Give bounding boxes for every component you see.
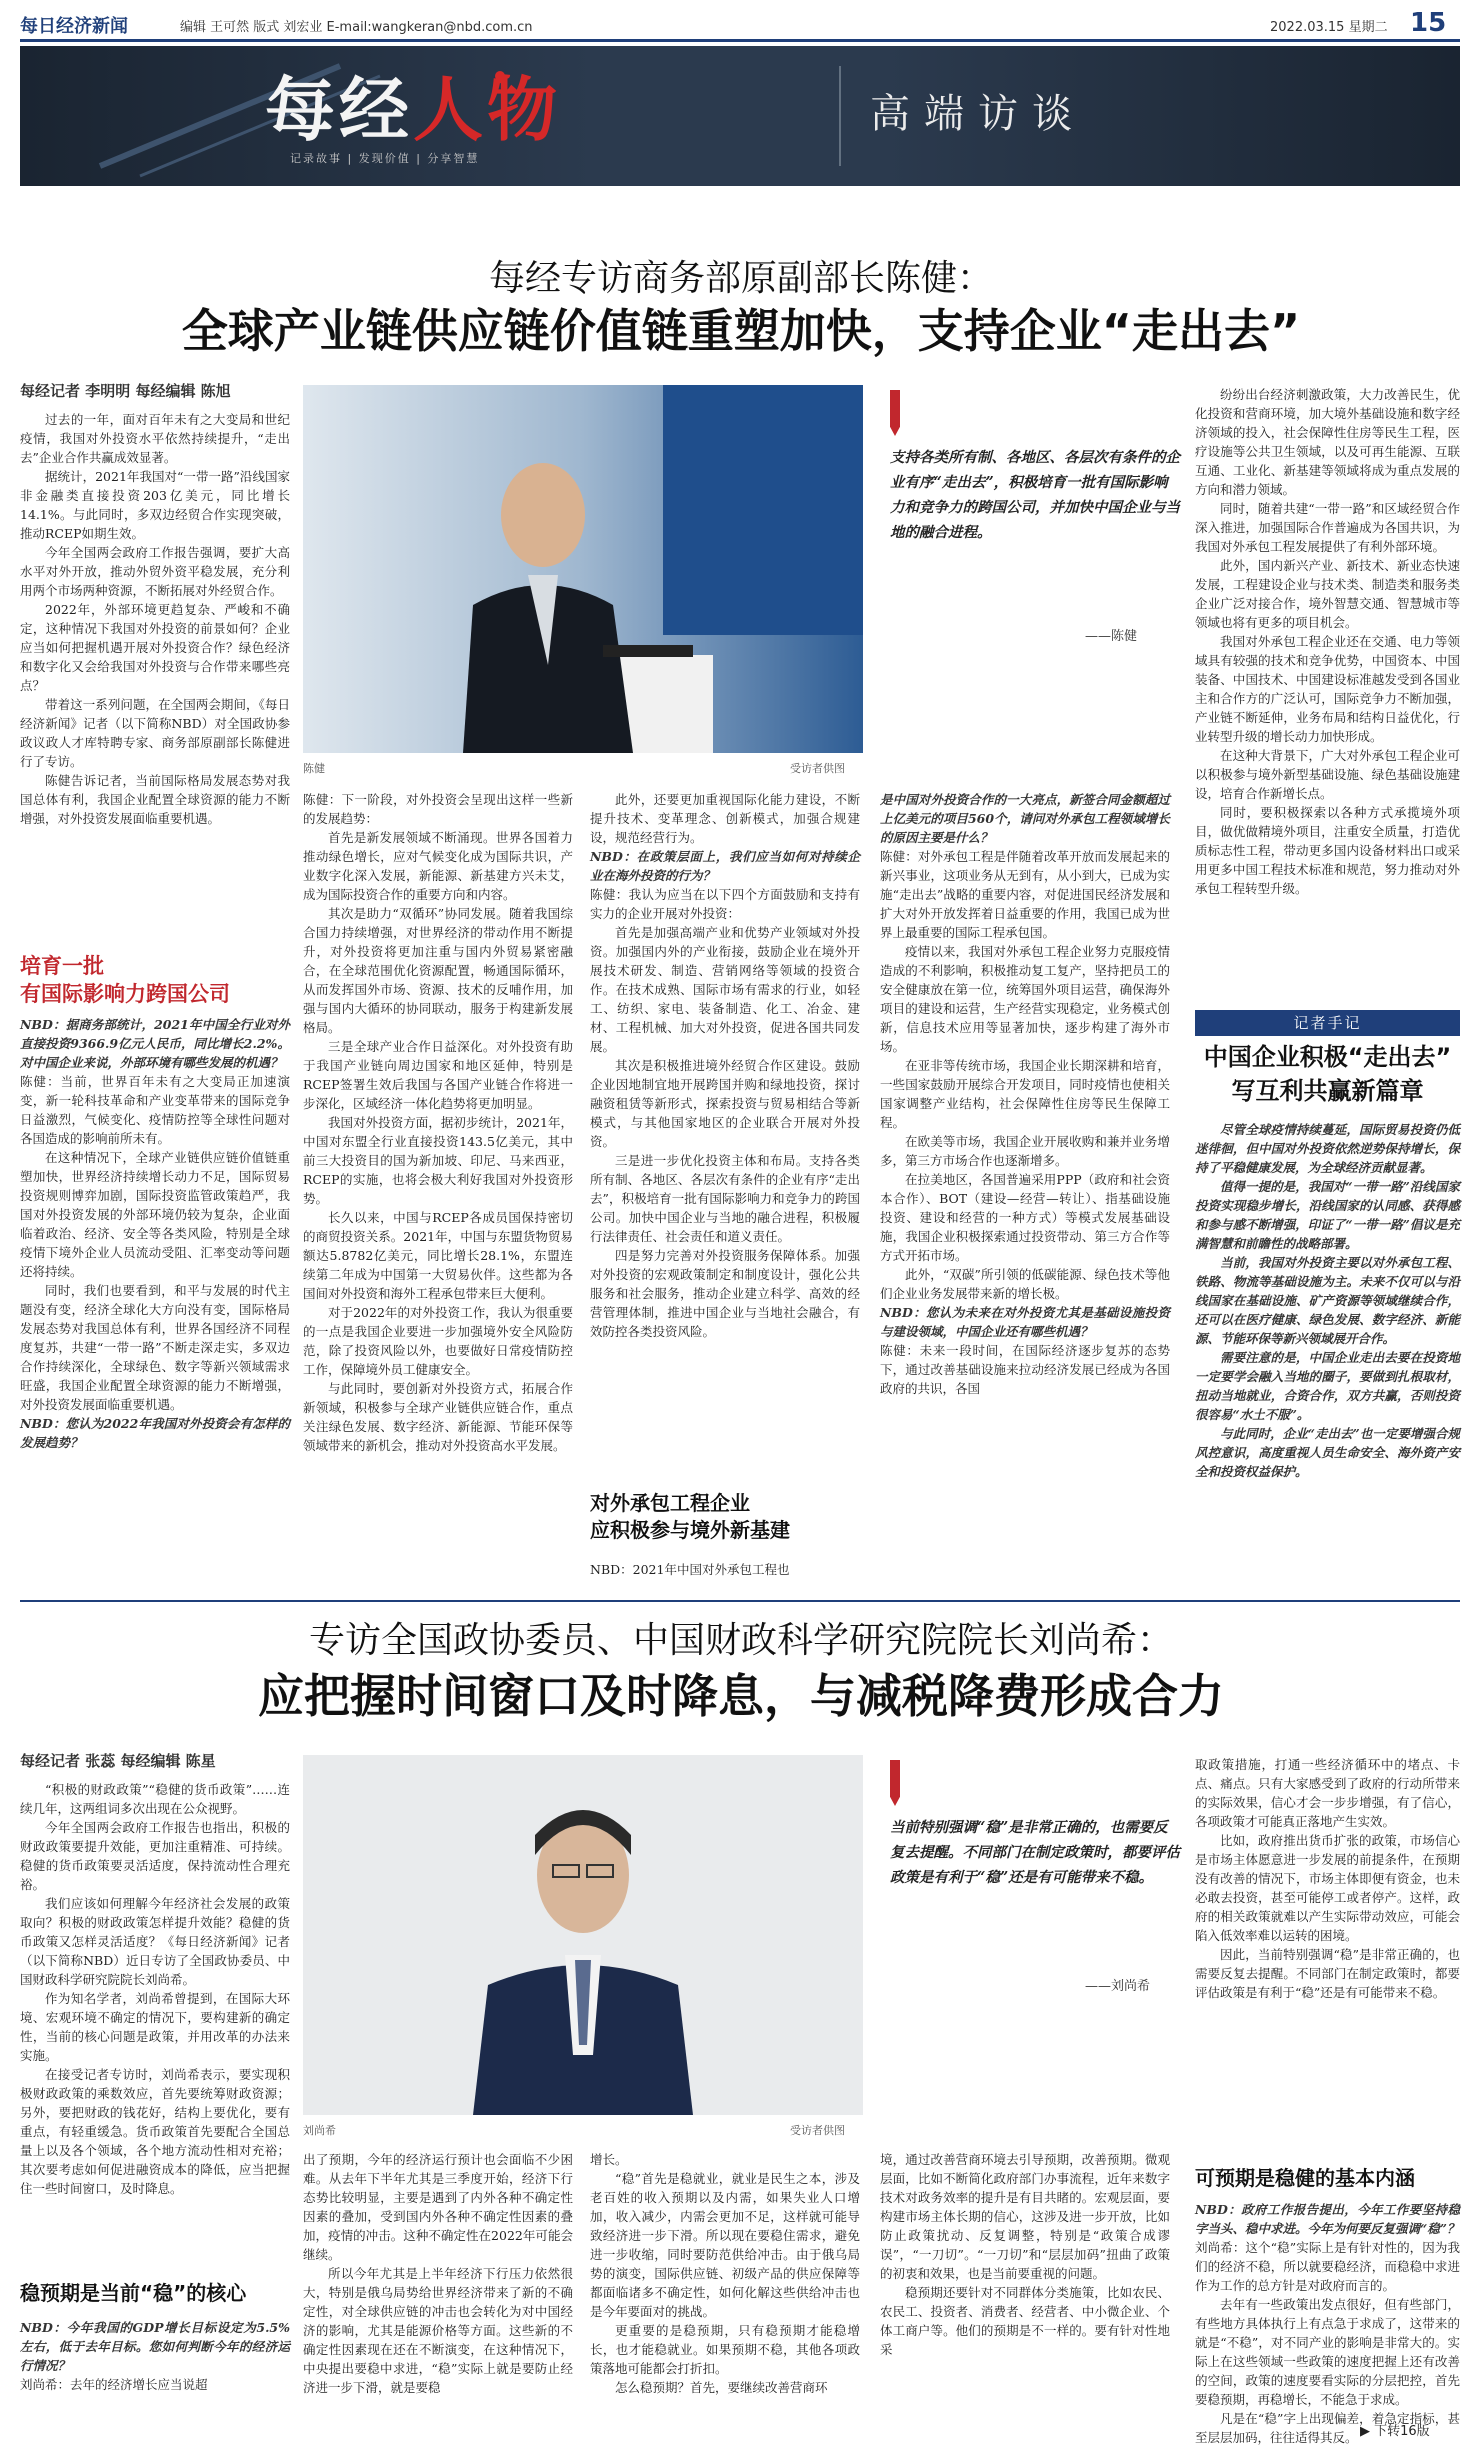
paragraph: 在这种大背景下，广大对外承包工程企业可以积极参与境外新型基础设施、绿色基础设施建设，培育合作新增长点。 bbox=[1195, 748, 1460, 801]
paragraph: 怎么稳预期？首先，要继续改善营商环 bbox=[615, 2380, 828, 2395]
portrait-photo-liu-shangxi bbox=[303, 1755, 863, 2115]
paragraph: 今年全国两会政府工作报告也指出，积极的财政政策要提升效能，更加注重精准、可持续。稳健的货币政策要灵活适度，保持流动性合理充裕。 bbox=[20, 1820, 290, 1892]
paragraph: 对于2022年的对外投资工作，我认为很重要的一点是我国企业要进一步加强境外安全风险防范，除了投资风险以外，也要做好日常疫情防控工作，保障境外员工健康安全。 bbox=[303, 1305, 573, 1377]
paragraph: 在这种情况下，全球产业链供应链价值链重塑加快，世界经济持续增长动力不足，国际贸易投资规则博弈加剧，国际投资监管政策趋严，我国对外投资发展的外部环境仍较为复杂，企业面临着政治、经济、安全等各类风险，特别是全球疫情下境外企业人员流动受阻、汇率变动等问题还将持续。 bbox=[20, 1150, 290, 1279]
paragraph: 凡是在“稳”字上出现偏差，着急定指标，甚至层层加码，往往适得其反。 bbox=[1195, 2411, 1460, 2445]
paragraph: “稳”首先是稳就业，就业是民生之本，涉及老百姓的收入预期以及内需，如果失业人口增加，收入减少，内需会更加不足，这样就可能导致经济进一步下滑。所以现在要稳住需求，避免进一步收缩，同时要防范供给冲击。由于俄乌局势的演变，国际供应链、初级产品的供应保障等都面临诸多不确定性，如何化解这些供给冲击也是今年要面对的挑战。 bbox=[590, 2171, 860, 2319]
paragraph: 三是全球产业合作日益深化。对外投资有助于我国产业链向周边国家和地区延伸，特别是RCEP签署生效后我国与各国产业链合作将进一步深化，区域经济一体化趋势将更加明显。 bbox=[303, 1039, 573, 1111]
logo-text-2: 人物 bbox=[413, 69, 561, 151]
article1-subhead-2: 对外承包工程企业 应积极参与境外新基建 bbox=[590, 1491, 790, 1542]
pull-quote: 支持各类所有制、各地区、各层次有条件的企业有序“走出去”，积极培育一批有国际影响力和竞争力的跨国公司，并加快中国企业与当地的融合进程。 bbox=[890, 449, 1180, 541]
article1-byline: 每经记者 李明明 每经编辑 陈旭 bbox=[20, 382, 231, 400]
portrait-photo-chen-jian bbox=[303, 385, 863, 753]
paragraph: 同时，我们也要看到，和平与发展的时代主题没有变，经济全球化大方向没有变，国际格局发展态势对我国总体有利，世界各国经济不同程度复苏，共建“一带一路”不断走深走实，多双边合作持续深化，全球绿色、数字等新兴领域需求旺盛，我国企业配置全球资源的能力不断增强，对外投资发展面临重要机遇。 bbox=[20, 1283, 290, 1412]
continued-on-link[interactable]: ▶ 下转16版 bbox=[1360, 2424, 1430, 2439]
editor-info: 编辑 王可然 版式 刘宏业 E-mail:wangkeran@nbd.com.cn bbox=[180, 20, 533, 35]
paragraph: 更重要的是稳预期，只有稳预期才能稳增长，也才能稳就业。如果预期不稳，其他各项政策落地可能都会打折扣。 bbox=[590, 2323, 860, 2376]
article2-col1-qa bbox=[20, 2318, 290, 2440]
paragraph: 出了预期，今年的经济运行预计也会面临不少困难。从去年下半年尤其是三季度开始，经济下行态势比较明显，主要是遇到了内外各种不确定性因素的叠加，受到国内外各种不确定性因素的叠加，疫情的冲击。这种不确定性在2022年可能会继续。 bbox=[303, 2152, 573, 2262]
paragraph: 尽管全球疫情持续蔓延，国际贸易投资仍低迷徘徊，但中国对外投资依然逆势保持增长，保持了平稳健康发展，为全球经济贡献显著。 bbox=[1195, 1122, 1460, 1175]
photo-caption: 陈健 bbox=[303, 762, 325, 775]
banner-logo bbox=[265, 54, 561, 155]
question: NBD：据商务部统计，2021年中国全行业对外直接投资9366.9亿元人民币，同比增长2.2%。对中国企业来说，外部环境有哪些发展的机遇？ bbox=[20, 1017, 290, 1070]
photo-credit: 受访者供图 bbox=[790, 762, 845, 775]
paragraph: 需要注意的是，中国企业走出去要在投资地一定要学会融入当地的圈子，要做到扎根取材，扭动当地就业，合资合作，双方共赢，否则投资很容易“水土不服”。 bbox=[1195, 1350, 1460, 1422]
paragraph: 在欧美等市场，我国企业开展收购和兼并业务增多，第三方市场合作也逐渐增多。 bbox=[880, 1134, 1170, 1168]
photo-caption: 刘尚希 bbox=[303, 2124, 336, 2137]
article1-col5 bbox=[1195, 385, 1460, 1000]
question: NBD：2021年中国对外承包工程也 bbox=[590, 1562, 790, 1577]
article2-subhead-1: 稳预期是当前“稳”的核心 bbox=[20, 2281, 247, 2305]
article1-col4 bbox=[880, 790, 1170, 1600]
pull-quote-source: ——刘尚希 bbox=[1085, 1979, 1151, 1994]
paragraph: 同时，随着共建“一带一路”和区域经贸合作深入推进，加强国际合作普遍成为各国共识，为我国对外承包工程发展提供了有利外部环境。 bbox=[1195, 501, 1460, 554]
question: NBD：在政策层面上，我们应当如何对持续企业在海外投资的行为？ bbox=[590, 849, 860, 883]
paragraph: 过去的一年，面对百年未有之大变局和世纪疫情，我国对外投资水平依然持续提升，“走出去”企业合作共赢成效显著。 bbox=[20, 412, 290, 465]
quote-mark-icon bbox=[890, 1760, 900, 1806]
banner-graphic bbox=[20, 46, 1460, 186]
answer: 陈健：我认为应当在以下四个方面鼓励和支持有实力的企业开展对外投资： bbox=[590, 887, 860, 921]
banner-slogan: 记录故事 | 发现价值 | 分享智慧 bbox=[290, 152, 480, 165]
question: NBD：您认为2022年我国对外投资会有怎样的发展趋势？ bbox=[20, 1416, 290, 1450]
paragraph: 陈健告诉记者，当前国际格局发展态势对我国总体有利，我国企业配置全球资源的能力不断增强，对外投资发展面临重要机遇。 bbox=[20, 773, 290, 826]
paragraph: 在亚非等传统市场，我国企业长期深耕和培育，一些国家鼓励开展综合开发项目，同时疫情也使相关国家调整产业结构，社会保障性住房等民生保障工程。 bbox=[880, 1058, 1170, 1130]
paragraph: 此外，“双碳”所引领的低碳能源、绿色技术等他们企业业务发展带来新的增长极。 bbox=[880, 1267, 1170, 1301]
paragraph: 当前，我国对外投资主要以对外承包工程、铁路、物流等基础设施为主。未来不仅可以与沿线国家在基础设施、矿产资源等领域继续合作，还可以在医疗健康、绿色发展、数字经济、新能源、节能环保等新兴领域展开合作。 bbox=[1195, 1255, 1460, 1346]
pull-quote-source: ——陈健 bbox=[1085, 629, 1138, 644]
quote-mark-icon bbox=[890, 390, 900, 436]
article1-photo bbox=[303, 385, 863, 753]
article2-subhead-2: 可预期是稳健的基本内涵 bbox=[1195, 2166, 1415, 2190]
paragraph: 作为知名学者，刘尚希曾提到，在国际大环境、宏观环境不确定的情况下，要构建新的确定性，当前的核心问题是政策，并用改革的办法来实施。 bbox=[20, 1991, 290, 2063]
answer: 陈健：未来一段时间，在国际经济逐步复苏的态势下，通过改善基础设施来拉动经济发展已经成为各国政府的共识，各国 bbox=[880, 1343, 1170, 1396]
paper-name: 每日经济新闻 bbox=[20, 16, 128, 37]
article1-col1-intro bbox=[20, 410, 290, 950]
article1-subtitle: 每经专访商务部原副部长陈健： bbox=[488, 258, 993, 299]
article1-title: 全球产业链供应链价值链重塑加快，支持企业“走出去” bbox=[181, 304, 1301, 358]
paragraph: 同时，要积极探索以各种方式承揽境外项目，做优做精境外项目，注重安全质量，打造优质标志性工程，带动更多国内设备材料出口或采用更多中国工程技术标准和规范，努力推动对外承包工程转型升级。 bbox=[1195, 805, 1460, 896]
article2-col1-intro bbox=[20, 1780, 290, 2270]
paragraph: 我们应该如何理解今年经济社会发展的政策取向？积极的财政政策怎样提升效能？稳健的货币政策又怎样灵活适度？《每日经济新闻》记者（以下简称NBD）近日专访了全国政协委员、中国财政科学研究院院长刘尚希。 bbox=[20, 1896, 290, 1987]
paragraph: 值得一提的是，我国对“一带一路”沿线国家投资实现稳步增长，沿线国家的认同感、获得感和参与感不断增强，印证了“一带一路”倡议是充满智慧和前瞻性的战略部署。 bbox=[1195, 1179, 1460, 1251]
section-divider bbox=[20, 1600, 1460, 1602]
article2-subtitle: 专访全国政协委员、中国财政科学研究院院长刘尚希： bbox=[308, 1620, 1173, 1661]
question: NBD：今年我国的GDP增长目标设定为5.5%左右，低于去年目标。您如何判断今年的经济运行情况？ bbox=[20, 2320, 290, 2373]
answer: 陈健：下一阶段，对外投资会呈现出这样一些新的发展趋势： bbox=[303, 792, 573, 826]
paragraph: 其次是助力“双循环”协同发展。随着我国综合国力持续增强，对世界经济的带动作用不断提升，对外投资将更加注重与国内外贸易紧密融合，在全球范围优化资源配置，畅通国际循环，从而发挥国外市场、资源、技术的反哺作用，加强与国内大循环的协同联动，服务于构建新发展格局。 bbox=[303, 906, 573, 1035]
paragraph: 其次是积极推进境外经贸合作区建设。鼓励企业因地制宜地开展跨国并购和绿地投资，探讨融资租赁等新形式，探索投资与贸易相结合等新模式，与其他国家地区的企业联合开展对外投资。 bbox=[590, 1058, 860, 1149]
page-number: 15 bbox=[1410, 8, 1447, 38]
paragraph: 三是进一步优化投资主体和布局。支持各类所有制、各地区、各层次有条件的企业有序“走出去”，积极培育一批有国际影响力和竞争力的跨国公司。加快中国企业与当地的融合进程，积极履行法律责任、社会责任和道义责任。 bbox=[590, 1153, 860, 1244]
reporter-note-body bbox=[1195, 1120, 1460, 1600]
article2-col3 bbox=[590, 2150, 860, 2440]
paragraph: 首先是加强高端产业和优势产业领域对外投资。加强国内外的产业衔接，鼓励企业在境外开展技术研发、制造、营销网络等领域的投资合作。在技术成熟、国际市场有需求的行业，如轻工、纺织、家电、装备制造、化工、冶金、建材、工程机械、加大对外投资，促进各国共同发展。 bbox=[590, 925, 860, 1054]
paragraph: 在接受记者专访时，刘尚希表示，要实现积极财政政策的乘数效应，首先要统筹财政资源；另外，要把财政的钱花好，结构上要优化，要有重点，有轻重缓急。货币政策首先要配合全国总量上以及各个领域，各个地方流动性相对充裕；其次要考虑如何促进融资成本的降低，应当把握住一些时间窗口，及时降息。 bbox=[20, 2067, 290, 2196]
article1-col3 bbox=[590, 790, 860, 1480]
paragraph: 长久以来，中国与RCEP各成员国保持密切的商贸投资关系。2021年，中国与东盟货物贸易额达5.8782亿美元，同比增长28.1%，东盟连续第二年成为中国第一大贸易伙伴。这些都为各国间对外投资和海外工程承包带来巨大便利。 bbox=[303, 1210, 573, 1301]
paragraph: 与此同时，要创新对外投资方式，拓展合作新领域，积极参与全球产业链供应链合作，重点关注绿色发展、数字经济、新能源、节能环保等领域带来的新机会，推动对外投资高水平发展。 bbox=[303, 1381, 573, 1453]
paragraph: 此外，还要更加重视国际化能力建设，不断提升技术、变革理念、创新模式，加强合规建设，规范经营行为。 bbox=[590, 792, 860, 845]
paragraph: 所以今年尤其是上半年经济下行压力依然很大，特别是俄乌局势给世界经济带来了新的不确定性，对全球供应链的冲击也会转化为对中国经济的影响，尤其是能源价格等方面。这些新的不确定性因素现在还在不断演变，在这种情况下，中央提出要稳中求进，“稳”实际上就是要防止经济进一步下滑，就是要稳 bbox=[303, 2266, 573, 2395]
article2-title: 应把握时间窗口及时降息，与减税降费形成合力 bbox=[258, 1669, 1224, 1723]
answer: 刘尚希：去年的经济增长应当说超 bbox=[20, 2377, 208, 2392]
article1-col1-qa bbox=[20, 1015, 290, 1600]
issue-date: 2022.03.15 星期二 bbox=[1270, 20, 1388, 35]
reporter-note-title: 中国企业积极“走出去” 写互利共赢新篇章 bbox=[1203, 1043, 1452, 1105]
column-name: 高端访谈 bbox=[870, 91, 1086, 137]
paragraph: 纷纷出台经济刺激政策，大力改善民生，优化投资和营商环境，加大境外基础设施和数字经济领域的投入，社会保障性住房等民生工程，医疗设施等公共卫生领域，以及可再生能源、互联互通、工业化、新基建等领域将成为重点发展的方向和潜力领域。 bbox=[1195, 387, 1460, 497]
article1-col2 bbox=[303, 790, 573, 1600]
paragraph: 据统计，2021年我国对“一带一路”沿线国家非金融类直接投资203亿美元，同比增长14.1%。与此同时，多双边经贸合作实现突破，推动RCEP如期生效。 bbox=[20, 469, 290, 541]
paragraph: 境，通过改善营商环境去引导预期，改善预期。微观层面，比如不断简化政府部门办事流程，近年来数字技术对政务效率的提升是有目共睹的。宏观层面，要构建市场主体长期的信心，这涉及进一步开放，比如防止政策扰动、反复调整，特别是“政策合成谬误”，“一刀切”。“一刀切”和“层层加码”扭曲了政策的初衷和效果，也是当前要重视的问题。 bbox=[880, 2152, 1170, 2281]
photo-credit: 受访者供图 bbox=[790, 2124, 845, 2137]
paragraph: 此外，国内新兴产业、新技术、新业态快速发展，工程建设企业与技术类、制造类和服务类企业广泛对接合作，境外智慧交通、智慧城市等领域也将有更多的项目机会。 bbox=[1195, 558, 1460, 630]
paragraph: 在拉美地区，各国普遍采用PPP（政府和社会资本合作）、BOT（建设—经营—转让）、指基础设施投资、建设和经营的一种方式）等模式发展基础设施，我国企业积极探索通过投资带动、第三方合作等方式开拓市场。 bbox=[880, 1172, 1170, 1263]
article2-col2 bbox=[303, 2150, 573, 2440]
article2-col4 bbox=[880, 2150, 1170, 2440]
reporter-note-tag: 记者手记 bbox=[1195, 1010, 1460, 1036]
article1-subhead-1: 培育一批 有国际影响力跨国公司 bbox=[20, 954, 230, 1006]
question: NBD：政府工作报告提出，今年工作要坚持稳字当头、稳中求进。今年为何要反复强调“稳”？ bbox=[1195, 2202, 1460, 2236]
logo-text-1: 每经 bbox=[265, 69, 413, 151]
column-banner bbox=[20, 46, 1460, 186]
question: 是中国对外投资合作的一大亮点，新签合同金额超过上亿美元的项目560个，请问对外承包工程领域增长的原因主要是什么？ bbox=[880, 792, 1170, 845]
paragraph: 稳预期还要针对不同群体分类施策，比如农民、农民工、投资者、消费者、经营者、中小微企业、个体工商户等。他们的预期是不一样的。要有针对性地采 bbox=[880, 2285, 1170, 2357]
paragraph: 增长。 bbox=[590, 2152, 628, 2167]
paragraph: “积极的财政政策”“稳健的货币政策”……连续几年，这两组词多次出现在公众视野。 bbox=[20, 1782, 290, 1816]
answer: 陈健：当前，世界百年未有之大变局正加速演变，新一轮科技革命和产业变革带来的国际竞争日益激烈，气候变化、疫情防控等全球性问题对各国造成的影响前所未有。 bbox=[20, 1074, 290, 1146]
paragraph: 我国对外承包工程企业还在交通、电力等领域具有较强的技术和竞争优势，中国资本、中国装备、中国技术、中国建设标准越发受到各国业主和合作方的广泛认可，国际竞争力不断加强，产业链不断延伸，业务布局和结构日益优化，行业转型升级的增长动力加快形成。 bbox=[1195, 634, 1460, 744]
question: NBD：您认为未来在对外投资尤其是基础设施投资与建设领域，中国企业还有哪些机遇？ bbox=[880, 1305, 1170, 1339]
paragraph: 四是努力完善对外投资服务保障体系。加强对外投资的宏观政策制定和制度设计，强化公共服务和社会服务，推动企业建立科学、高效的经营管理体制，推进中国企业与当地社会融合，有效防控各类投资风险。 bbox=[590, 1248, 860, 1339]
paragraph: 带着这一系列问题，在全国两会期间，《每日经济新闻》记者（以下简称NBD）对全国政协参政议政人才库特聘专家、商务部原副部长陈健进行了专访。 bbox=[20, 697, 290, 769]
paragraph: 去年有一些政策出发点很好，但有些部门，有些地方具体执行上有点急于求成了，这带来的就是“不稳”，对不同产业的影响是非常大的。实际上在这些领域一些政策的速度把握上还有改善的空间，政策的速度要看实际的分层把控，首先要稳预期，再稳增长，不能急于求成。 bbox=[1195, 2297, 1460, 2407]
paragraph: 疫情以来，我国对外承包工程企业努力克服疫情造成的不利影响，积极推动复工复产，坚持把员工的安全健康放在第一位，统筹国外项目运营，确保海外项目的建设和运营，生产经营实现稳定，业务模式创新，信息技术应用等显著加快，逐步构建了海外市场。 bbox=[880, 944, 1170, 1054]
article2-byline: 每经记者 张蕊 每经编辑 陈星 bbox=[20, 1752, 216, 1770]
article2-photo bbox=[303, 1755, 863, 2115]
pull-quote: 当前特别强调“稳”是非常正确的，也需要反复去提醒。不同部门在制定政策时，都要评估政策是有利于“稳”还是有可能带来不稳。 bbox=[890, 1819, 1180, 1886]
paragraph: 因此，当前特别强调“稳”是非常正确的，也需要反复去提醒。不同部门在制定政策时，都要评估政策是有利于“稳”还是有可能带来不稳。 bbox=[1195, 1947, 1460, 2000]
paragraph: 今年全国两会政府工作报告强调，要扩大高水平对外开放，推动外贸外资平稳发展，充分利用两个市场两种资源，不断拓展对外经贸合作。 bbox=[20, 545, 290, 598]
paragraph: 与此同时，企业“走出去”也一定要增强合规风控意识，高度重视人员生命安全、海外资产安全和投资权益保护。 bbox=[1195, 1426, 1460, 1479]
article2-col5 bbox=[1195, 1755, 1460, 2165]
paragraph: 比如，政府推出货币扩张的政策，市场信心是市场主体愿意进一步发展的前提条件，在预期没有改善的情况下，市场主体即便有资金，也未必敢去投资，甚至可能停工或者停产。这样，政府的相关政策就难以产生实际带动效应，可能会陷入低效率难以运转的困境。 bbox=[1195, 1833, 1460, 1943]
answer: 刘尚希：这个“稳”实际上是有针对性的，因为我们的经济不稳，所以就要稳经济，而稳稳中求进作为工作的总方针是对政府而言的。 bbox=[1195, 2240, 1460, 2293]
paragraph: 2022年，外部环境更趋复杂、严峻和不确定，这种情况下我国对外投资的前景如何？企业应当如何把握机遇开展对外投资合作？绿色经济和数字化又会给我国对外投资与合作带来哪些亮点？ bbox=[20, 602, 290, 693]
paragraph: 首先是新发展领域不断涌现。世界各国着力推动绿色增长，应对气候变化成为国际共识，产业数字化深入发展，新能源、新基建方兴未艾，成为国际投资合作的重要方向和内容。 bbox=[303, 830, 573, 902]
paragraph: 取政策措施，打通一些经济循环中的堵点、卡点、痛点。只有大家感受到了政府的行动所带来的实际效果，信心才会一步步增强，有了信心，各项政策才可能真正落地产生实效。 bbox=[1195, 1757, 1460, 1829]
paragraph: 我国对外投资方面，据初步统计，2021年，中国对东盟全行业直接投资143.5亿美元，其中前三大投资目的国为新加坡、印尼、马来西亚，RCEP的实施，也将会极大利好我国对外投资形势。 bbox=[303, 1115, 573, 1206]
answer: 陈健：对外承包工程是伴随着改革开放而发展起来的新兴事业，这项业务从无到有，从小到大，已成为实施“走出去”战略的重要内容，对促进国民经济发展和扩大对外开放发挥着日益重要的作用，我国已成为世界上最重要的国际工程承包国。 bbox=[880, 849, 1170, 940]
article1-col3-tail bbox=[590, 1560, 860, 1582]
